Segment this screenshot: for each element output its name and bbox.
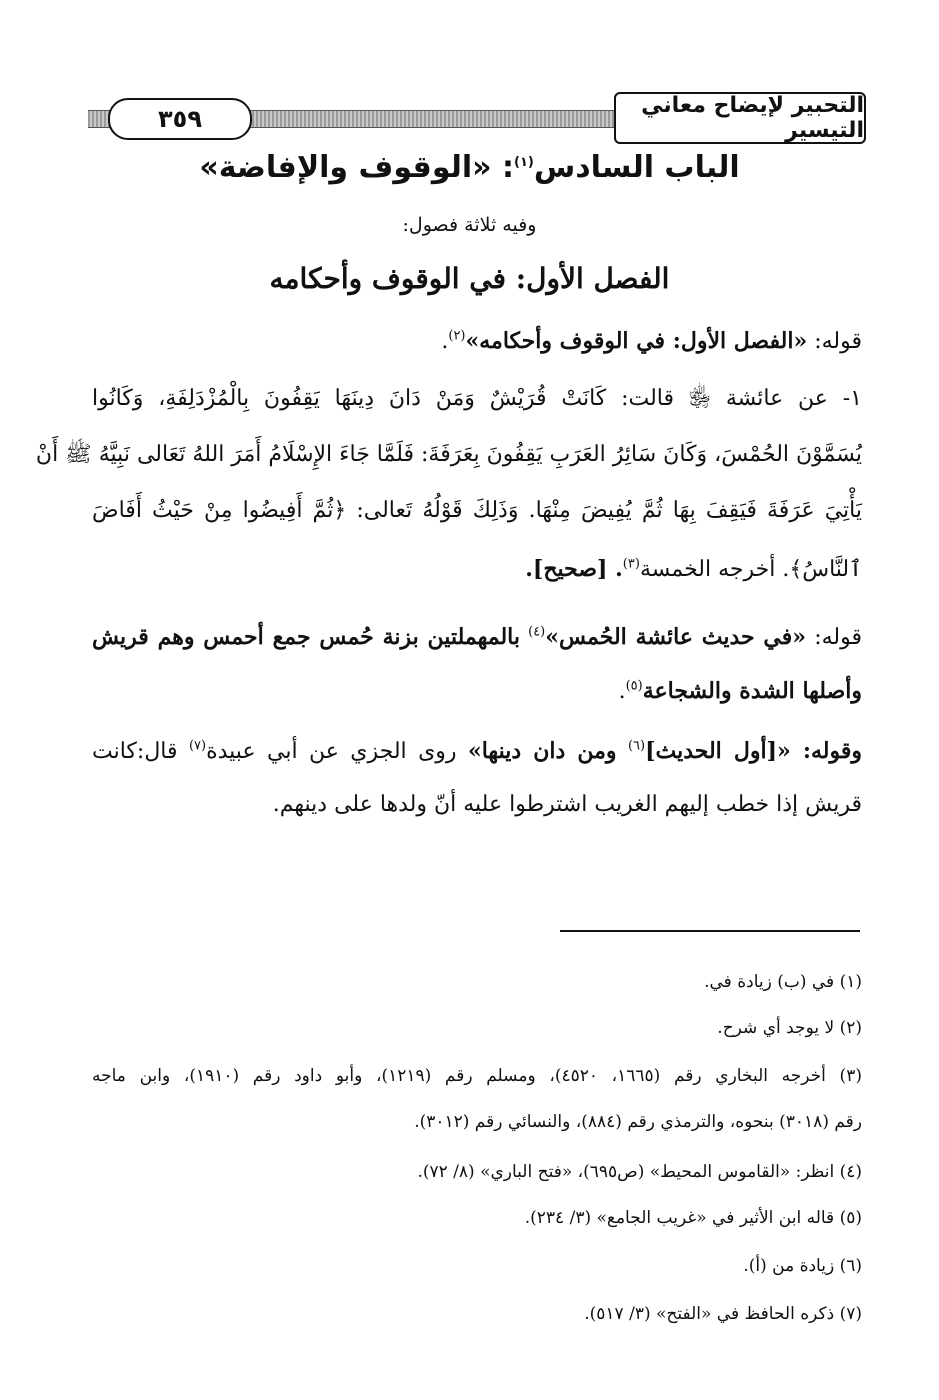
p4-text-2: قال:كانت (92, 739, 178, 764)
paragraph-1 (92, 328, 862, 354)
p4-footnote-ref-1: (٦) (627, 738, 646, 754)
hadith-line-3: يَأْتِيَ عَرَفَةَ فَيَقِفَ بِهَا ثُمَّ يُفِيضَ مِنْهَا. وَذَلِكَ قَوْلُهُ تَعالى: ﴿ثُمَّ أَفِيضُوا مِنْ حَيْثُ أَفَاضَ (92, 498, 862, 523)
p3-quote: «في حديث عائشة الحُمس» (545, 624, 807, 650)
p1-footnote-ref: (٢) (448, 328, 466, 344)
chapter-title-suffix: : «الوقوف والإفاضة» (199, 150, 515, 185)
hadith-line-4 (92, 556, 862, 582)
chapter-title (0, 150, 939, 185)
page-number: ٣٥٩ (108, 98, 252, 140)
p3-lead: قوله: (814, 625, 862, 650)
hadith-line-4-text: ٱلنَّاسُ﴾. أخرجه الخمسة (639, 557, 862, 582)
hadith-line-1: ١- عن عائشة ﵂ قالت: كَانَتْ قُرَيْشٌ وَمَنْ دَانَ دِينَهَا يَقِفُونَ بِالْمُزْدَلِفَةِ، وَكَانُوا (92, 386, 862, 411)
hadith-line-2: يُسَمَّوْنَ الحُمْسَ، وَكَانَ سَائِرُ العَرَبِ يَقِفُونَ بِعَرَفَةَ: فَلَمَّا جَاءَ الإِسْلَامُ أَمَرَ اللهُ تَعَالى نَبِيَّهُ ﷺ أَنْ (35, 442, 862, 467)
footnote-1: (١) في (ب) زيادة في. (704, 972, 862, 992)
footnote-2: (٢) لا يوجد أي شرح. (717, 1018, 862, 1038)
p3-line2-end: . (618, 679, 626, 704)
hadith-grade: . [صحيح]. (525, 556, 623, 582)
paragraph-3-line-1 (92, 624, 862, 650)
footnote-5: (٥) قاله ابن الأثير في «غريب الجامع» (٣/ ٢٣٤). (524, 1208, 862, 1228)
p3-line2-footnote-ref: (٥) (625, 678, 643, 694)
footnote-3-line-1: (٣) أخرجه البخاري رقم (١٦٦٥، ٤٥٢٠)، ومسلم رقم (١٢١٩)، وأبو داود رقم (١٩١٠)، وابن ماجه (92, 1066, 862, 1086)
chapter-subtitle: وفيه ثلاثة فصول: (402, 214, 537, 236)
page-header (88, 92, 866, 144)
p1-end: . (441, 329, 449, 354)
p3-line2-text: وأصلها الشدة والشجاعة (642, 678, 862, 704)
chapter-footnote-ref: (١) (514, 155, 534, 170)
paragraph-3-line-2 (92, 678, 862, 704)
p1-quote: «الفصل الأول: في الوقوف وأحكامه» (465, 328, 808, 354)
p4-quote-2: ومن دان دينها» (467, 738, 617, 764)
footnote-6: (٦) زيادة من (أ). (743, 1256, 862, 1276)
hadith-footnote-ref: (٣) (622, 556, 640, 572)
p3-explanation: بالمهملتين بزنة حُمس جمع أحمس وهم قريش (92, 624, 520, 650)
section-title: الفصل الأول: في الوقوف وأحكامه (269, 262, 670, 295)
p1-lead: قوله: (814, 329, 862, 354)
book-title: التحبير لإيضاح معاني التيسير (614, 92, 866, 144)
footnote-separator (560, 930, 860, 932)
p4-footnote-ref-2: (٧) (188, 738, 207, 754)
paragraph-4-line-2: قريش إذا خطب إليهم الغريب اشترطوا عليه أنّ ولدها على دينهم. (272, 792, 862, 817)
footnote-7: (٧) ذكره الحافظ في «الفتح» (٣/ ٥١٧). (584, 1304, 862, 1324)
chapter-title-prefix: الباب السادس (533, 150, 740, 185)
p4-quote: وقوله: «[أول الحديث] (645, 738, 862, 764)
paragraph-4-line-1 (92, 738, 862, 764)
p3-footnote-ref: (٤) (528, 624, 546, 640)
p4-text: روى الجزي عن أبي عبيدة (206, 739, 457, 764)
footnote-4: (٤) انظر: «القاموس المحيط» (ص٦٩٥)، «فتح الباري» (٨/ ٧٢). (417, 1162, 862, 1182)
footnote-3-line-2: رقم (٣٠١٨) بنحوه، والترمذي رقم (٨٨٤)، والنسائي رقم (٣٠١٢). (414, 1112, 862, 1132)
